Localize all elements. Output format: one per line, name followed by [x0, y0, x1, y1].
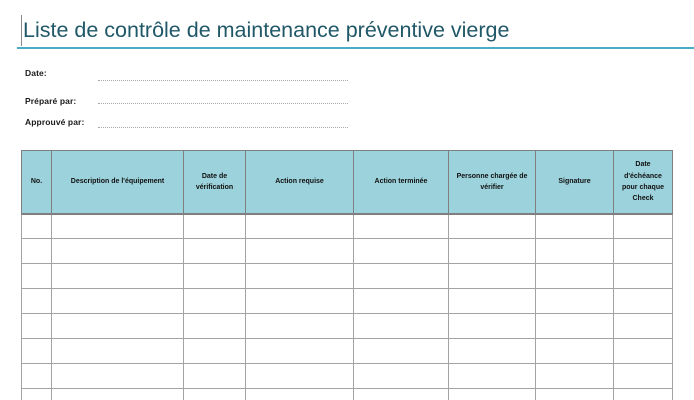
table-cell[interactable]: [52, 289, 184, 314]
table-cell[interactable]: [536, 214, 614, 239]
table-cell[interactable]: [184, 289, 246, 314]
table-cell[interactable]: [354, 314, 449, 339]
table-cell[interactable]: [22, 239, 52, 264]
table-row: [22, 339, 673, 364]
column-header-7: Date d'échéance pour chaque Check: [614, 151, 673, 214]
table-cell[interactable]: [449, 289, 536, 314]
date-field-input-line[interactable]: [98, 80, 348, 81]
column-header-4: Action terminée: [354, 151, 449, 214]
table-cell[interactable]: [246, 264, 354, 289]
table-cell[interactable]: [614, 289, 673, 314]
table-cell[interactable]: [449, 239, 536, 264]
table-cell[interactable]: [22, 314, 52, 339]
table-row: [22, 364, 673, 389]
table-cell[interactable]: [449, 389, 536, 400]
table-cell[interactable]: [52, 239, 184, 264]
column-header-2: Date de vérification: [184, 151, 246, 214]
date-field-label: Date:: [25, 68, 47, 78]
table-cell[interactable]: [614, 239, 673, 264]
table-cell[interactable]: [536, 364, 614, 389]
table-row: [22, 314, 673, 339]
table-cell[interactable]: [52, 314, 184, 339]
table-cell[interactable]: [449, 364, 536, 389]
table-cell[interactable]: [246, 389, 354, 400]
table-cell[interactable]: [22, 364, 52, 389]
table-cell[interactable]: [184, 314, 246, 339]
table-cell[interactable]: [22, 339, 52, 364]
table-cell[interactable]: [354, 289, 449, 314]
table-cell[interactable]: [52, 264, 184, 289]
table-cell[interactable]: [614, 264, 673, 289]
table-row: [22, 239, 673, 264]
table-cell[interactable]: [184, 239, 246, 264]
table-cell[interactable]: [449, 339, 536, 364]
table-cell[interactable]: [22, 214, 52, 239]
table-cell[interactable]: [536, 239, 614, 264]
title-underline: [17, 47, 694, 49]
table-cell[interactable]: [246, 364, 354, 389]
table-row: [22, 289, 673, 314]
column-header-0: No.: [22, 151, 52, 214]
table-cell[interactable]: [246, 289, 354, 314]
table-cell[interactable]: [246, 214, 354, 239]
table-cell[interactable]: [614, 364, 673, 389]
document-title[interactable]: Liste de contrôle de maintenance préventive vierge: [23, 18, 510, 42]
table-cell[interactable]: [536, 339, 614, 364]
table-row: [22, 264, 673, 289]
table-cell[interactable]: [536, 314, 614, 339]
table-cell[interactable]: [354, 364, 449, 389]
prepared-by-field-label: Préparé par:: [25, 96, 77, 106]
column-header-6: Signature: [536, 151, 614, 214]
approved-by-field-input-line[interactable]: [98, 127, 348, 128]
maintenance-checklist-table: [21, 150, 673, 400]
table-cell[interactable]: [246, 339, 354, 364]
table-cell[interactable]: [52, 214, 184, 239]
table-cell[interactable]: [614, 339, 673, 364]
table-row: [22, 214, 673, 239]
table-cell[interactable]: [614, 314, 673, 339]
table-cell[interactable]: [354, 239, 449, 264]
table-cell[interactable]: [52, 389, 184, 400]
table-cell[interactable]: [614, 389, 673, 400]
table-cell[interactable]: [22, 389, 52, 400]
table-cell[interactable]: [614, 214, 673, 239]
table-cell[interactable]: [536, 289, 614, 314]
table-cell[interactable]: [354, 264, 449, 289]
table-cell[interactable]: [184, 264, 246, 289]
table-cell[interactable]: [184, 214, 246, 239]
table-cell[interactable]: [536, 264, 614, 289]
table-cell[interactable]: [52, 339, 184, 364]
table-cell[interactable]: [536, 389, 614, 400]
table-cell[interactable]: [184, 364, 246, 389]
table-cell[interactable]: [184, 339, 246, 364]
table-cell[interactable]: [22, 264, 52, 289]
maintenance-checklist-table-wrap: [21, 150, 673, 400]
table-cell[interactable]: [52, 364, 184, 389]
table-cell[interactable]: [354, 214, 449, 239]
text-cursor: [21, 15, 22, 46]
prepared-by-field-input-line[interactable]: [98, 103, 348, 104]
table-cell[interactable]: [22, 289, 52, 314]
approved-by-field-label: Approuvé par:: [25, 117, 85, 127]
column-header-1: Description de l'équipement: [52, 151, 184, 214]
table-row: [22, 389, 673, 400]
table-cell[interactable]: [246, 239, 354, 264]
table-cell[interactable]: [449, 314, 536, 339]
table-cell[interactable]: [246, 314, 354, 339]
table-cell[interactable]: [449, 214, 536, 239]
column-header-5: Personne chargée de vérifier: [449, 151, 536, 214]
table-cell[interactable]: [354, 389, 449, 400]
table-cell[interactable]: [184, 389, 246, 400]
column-header-3: Action requise: [246, 151, 354, 214]
table-header-row: [22, 151, 673, 214]
table-cell[interactable]: [449, 264, 536, 289]
table-cell[interactable]: [354, 339, 449, 364]
